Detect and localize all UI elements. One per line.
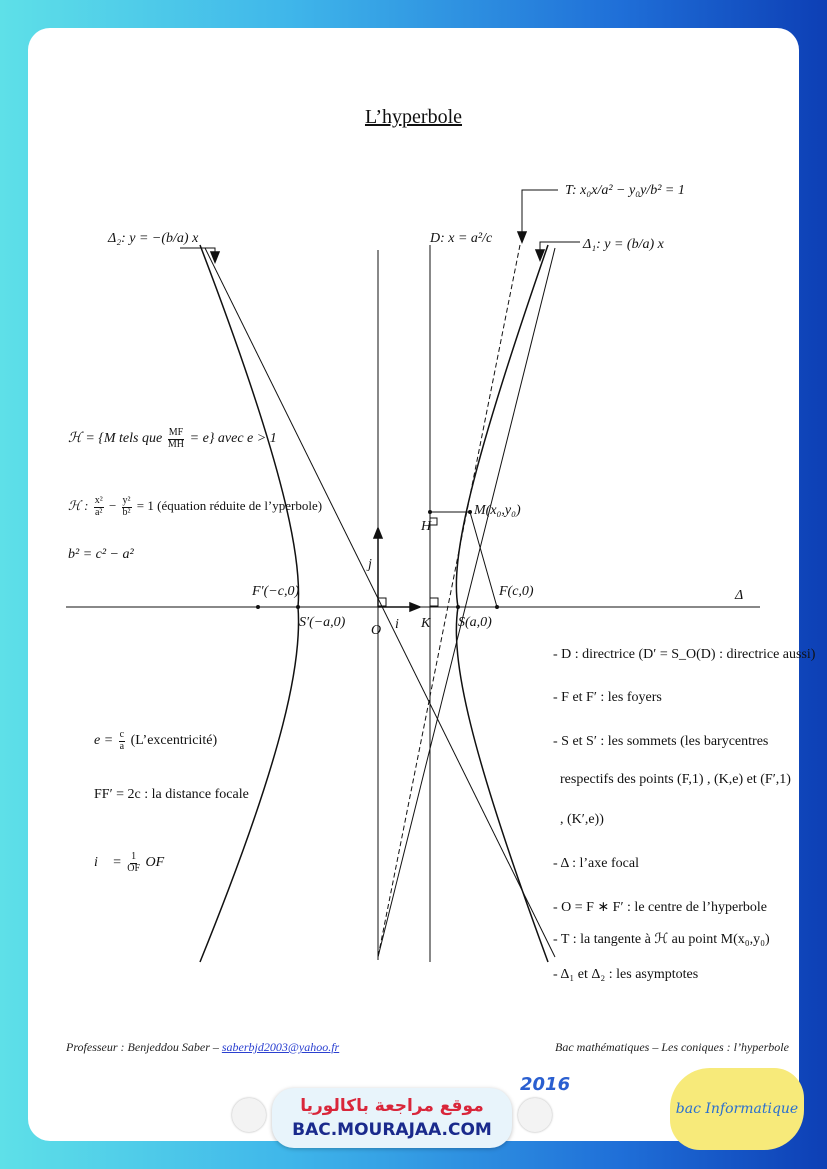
tangent-line — [378, 245, 520, 957]
label-focus-Fprime: F′(−c,0) — [252, 584, 300, 599]
formula-definition: ℋ = {M tels que $\frac{MF}{MH}$ = e} avec e > 1 — [68, 427, 277, 450]
formula-eccentricity: e = $\frac{c}{a}$ (L’excentricité) — [94, 729, 218, 752]
label-vector-j: j⃗ — [368, 557, 383, 572]
note-vertices-1: - S et S′ : les sommets (les barycentres — [553, 734, 769, 749]
label-origin: O — [371, 623, 382, 638]
note-center: - O = F ∗ F′ : le centre de l’hyperbole — [553, 900, 767, 915]
note-foci: - F et F′ : les foyers — [553, 690, 662, 705]
label-vertex-S: S(a,0) — [458, 615, 492, 630]
banner-url[interactable]: BAC.MOURAJAA.COM — [292, 1120, 492, 1140]
page-title: L’hyperbole — [364, 106, 462, 128]
footer-email-link[interactable]: saberbjd2003@yahoo.fr — [221, 1040, 340, 1054]
site-banner[interactable] — [272, 1088, 512, 1148]
note-axis: - Δ : l’axe focal — [553, 856, 639, 871]
hyperbola-right-branch — [456, 245, 548, 962]
note-tangent: - T : la tangente à ℋ au point M(x₀,y₀) — [553, 932, 770, 947]
asymptote-delta1 — [378, 248, 555, 957]
note-vertices-3: , (K′,e)) — [560, 812, 604, 827]
asymptote-delta2 — [205, 248, 555, 957]
label-point-M: M(x₀,y₀) — [474, 503, 521, 518]
year-watermark: 2016 — [520, 1074, 571, 1095]
hyperbola-left-branch — [200, 245, 299, 962]
right-logo-icon — [518, 1098, 552, 1132]
bac-informatique-badge: bac Informatique — [670, 1068, 804, 1150]
banner-arabic-title: موقع مراجعة باكالوريا — [300, 1096, 484, 1116]
note-directrix: - D : directrice (D′ = S_O(D) : directrice aussi) — [553, 647, 816, 662]
formula-unit-vector: i⃗ = $\frac{1}{OF}$ OF⃗ — [94, 851, 176, 874]
note-asymptotes: - Δ₁ et Δ₂ : les asymptotes — [553, 967, 699, 982]
note-vertices-2: respectifs des points (F,1) , (K,e) et (F′,1) — [560, 772, 791, 787]
footer-left: Professeur : Benjeddou Saber – saberbjd2003@yahoo.fr — [66, 1040, 340, 1054]
formula-b-squared: b² = c² − a² — [68, 547, 134, 562]
label-point-H: H — [421, 519, 432, 534]
label-tangent: T: x₀x/a² − y₀y/b² = 1 — [565, 183, 685, 198]
label-delta2: Δ₂: y = −(b/a) x — [108, 231, 199, 246]
label-focal-axis: Δ — [735, 588, 744, 603]
label-vertex-Sprime: S′(−a,0) — [299, 615, 346, 630]
segment-MF — [470, 512, 497, 607]
formula-reduced-equation: ℋ : $\frac{\text{x²}}{\text{a²}}$ − $\frac{\text{y²}}{\text{b²}}$ = 1 (équation réduite de l’yperbole) — [68, 495, 323, 518]
left-logo-icon — [232, 1098, 266, 1132]
label-vector-i: i⃗ — [395, 617, 410, 632]
formula-focal-distance: FF′ = 2c : la distance focale — [94, 787, 249, 802]
footer-right: Bac mathématiques – Les coniques : l’hyperbole — [555, 1040, 789, 1054]
label-directrix: D: x = a²/c — [430, 231, 493, 246]
label-delta1: Δ₁: y = (b/a) x — [583, 237, 664, 252]
label-point-K: K — [421, 616, 431, 631]
label-focus-F: F(c,0) — [499, 584, 534, 599]
